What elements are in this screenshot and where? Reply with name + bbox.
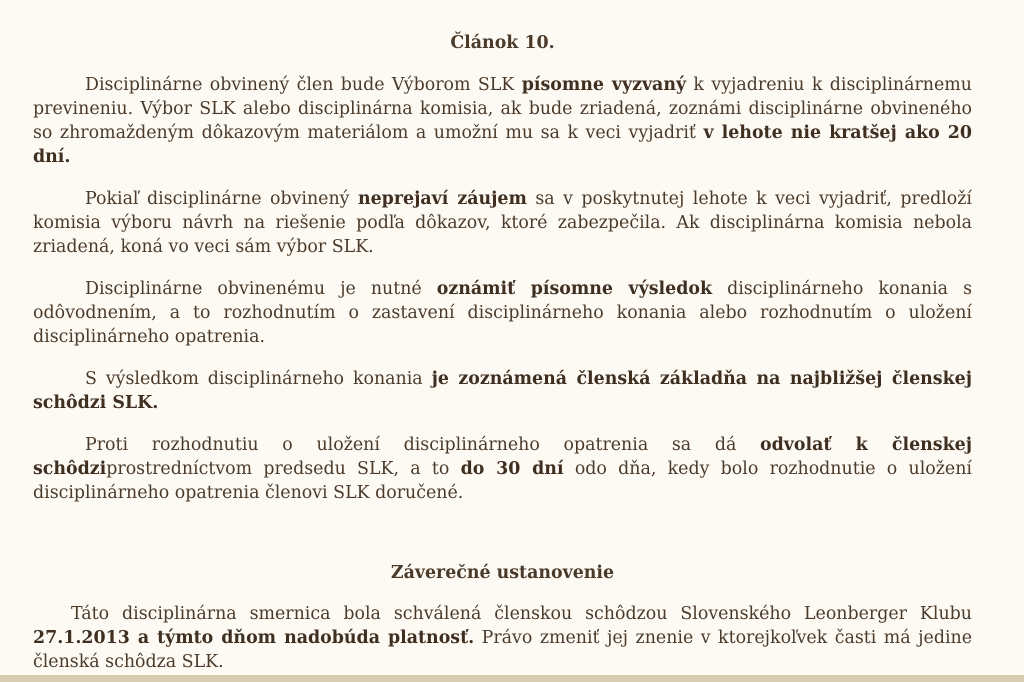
- paragraph-1-bold-a: písomne vyzvaný: [521, 75, 687, 95]
- paragraph-5-bold-a: odvolať k členskej schôdzi: [33, 435, 972, 479]
- paragraph-5-bold-b: do 30 dní: [460, 459, 564, 479]
- paragraph-2: [33, 187, 972, 259]
- paragraph-6: [33, 602, 972, 674]
- paragraph-6-text-b: Právo zmeniť jej znenie v ktorejkoľvek časti má jedine členská schôdza SLK.: [33, 628, 973, 672]
- paragraph-6-text-a: Táto disciplinárna smernica bola schválená členskou schôdzou Slovenského Leonberger Klubu: [71, 604, 972, 624]
- paragraph-1: [33, 73, 972, 169]
- paragraph-1-text-a: Disciplinárne obvinený člen bude Výborom SLK: [85, 75, 522, 95]
- paragraph-3-text-b: disciplinárneho konania s odôvodnením, a to rozhodnutím o zastavení disciplinárneho konania alebo rozhodnutím o uložení disciplinárneho opatrenia.: [33, 279, 972, 347]
- paragraph-2-bold-a: neprejaví záujem: [357, 189, 527, 209]
- paragraph-3: [33, 277, 972, 349]
- paragraph-2-text-b: sa v poskytnutej lehote k veci vyjadriť, predloží komisia výboru návrh na riešenie podľa dôkazov, ktoré zabezpečila. Ak disciplinárna komisia nebola zriadená, koná vo veci sám výbor SLK.: [33, 189, 972, 257]
- paragraph-1-text-b: k vyjadreniu k disciplinárnemu previneniu. Výbor SLK alebo disciplinárna komisia, ak bude zriadená, zoznámi disciplinárne obvineného so zhromaždeným dôkazovým materiálom a umožní mu sa k veci vyjadriť: [33, 75, 972, 143]
- paragraph-4-bold-a: je zoznámená členská základňa na najbližšej členskej schôdzi SLK.: [33, 369, 973, 413]
- paragraph-2-text-a: Pokiaľ disciplinárne obvinený: [85, 189, 358, 209]
- paragraph-3-text-a: Disciplinárne obvinenému je nutné: [85, 279, 437, 299]
- paragraph-5-text-b: prostredníctvom predsedu SLK, a to: [106, 459, 461, 479]
- paragraph-6-bold-a: 27.1.2013 a týmto dňom nadobúda platnosť.: [33, 628, 475, 648]
- paragraph-5: [33, 433, 972, 505]
- section-title: Záverečné ustanovenie: [390, 563, 615, 583]
- paragraph-5-text-a: Proti rozhodnutiu o uložení disciplinárneho opatrenia sa dá: [85, 435, 761, 455]
- paragraph-1-bold-b: v lehote nie kratšej ako 20 dní.: [33, 123, 973, 167]
- paragraph-5-text-c: odo dňa, kedy bolo rozhodnutie o uložení disciplinárneho opatrenia členovi SLK doručené.: [33, 459, 972, 503]
- article-title: Článok 10.: [450, 33, 555, 53]
- paragraph-4: [33, 367, 972, 415]
- page-bottom-border: [0, 675, 1024, 682]
- paragraph-3-bold-a: oznámiť písomne výsledok: [436, 279, 713, 299]
- paragraph-4-text-a: S výsledkom disciplinárneho konania: [85, 369, 432, 389]
